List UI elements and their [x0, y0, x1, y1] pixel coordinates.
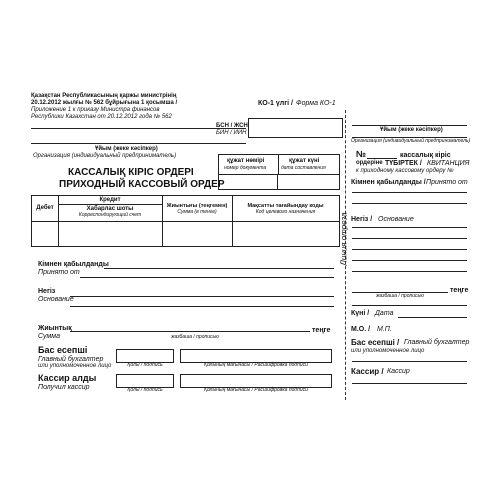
cell-purpose[interactable] — [233, 222, 339, 246]
sum-currency: теңге — [312, 327, 331, 334]
receipt-basis-line-2[interactable] — [352, 238, 467, 239]
receipt-chief-label-kz: Бас есепші / — [351, 338, 400, 347]
col-amount-kz: Жиынтығы (теңгемен) — [166, 203, 228, 209]
basis-line-2[interactable] — [70, 306, 334, 307]
bin-label-ru: БИН / ИИН — [216, 130, 247, 136]
chief-signature-field[interactable] — [116, 349, 174, 363]
sum-label-ru: Сумма — [38, 333, 60, 340]
receipt-cashier-label-kz: Кассир / — [351, 367, 384, 376]
bin-input[interactable] — [248, 118, 343, 138]
chief-label-kz: Бас есепші — [38, 345, 88, 355]
receipt-cashier-signature-line[interactable] — [352, 383, 467, 384]
approval-ru-line2: Республики Казахстан от 20.12.2012 года № 562 — [31, 114, 172, 120]
receipt-org-line-1[interactable] — [352, 125, 467, 126]
receipt-basis-line-4[interactable] — [352, 260, 467, 261]
receipt-title-ru-2: к приходному кассовому ордеру № — [356, 168, 454, 174]
doc-number-label-kz: құжат нөмірі — [227, 158, 265, 164]
receipt-basis-line-1[interactable] — [352, 227, 467, 228]
doc-number-input[interactable] — [218, 174, 279, 190]
sum-words-caption: жазбаша / прописью — [171, 334, 219, 340]
org-caption-kz: Ұйым (жеке кәсіпкер) — [95, 146, 158, 152]
org-line-1[interactable] — [31, 128, 246, 129]
basis-line-1[interactable] — [70, 296, 334, 297]
cashier-label-ru: Получил кассир — [38, 384, 90, 391]
received-line-1[interactable] — [104, 268, 334, 269]
receipt-number-line[interactable] — [367, 158, 397, 159]
receipt-title-ru-1: КВИТАНЦИЯ — [427, 160, 470, 167]
received-line-2[interactable] — [80, 277, 334, 278]
order-table — [31, 195, 340, 247]
title-kz: КАССАЛЫҚ КІРІС ОРДЕРІ — [68, 167, 194, 178]
org-line-2[interactable] — [31, 143, 246, 144]
cut-line-label: Линия отреза — [339, 212, 349, 266]
basis-label-ru: Основание — [38, 296, 74, 303]
sum-label-kz: Жиынтық — [38, 325, 72, 332]
receipt-title-kz-1: кассалық кіріс — [400, 152, 451, 159]
form-code-kz: КО-1 үлгі / — [258, 100, 293, 107]
col-purpose-kz: Мақсатты тағайындау коды — [247, 203, 324, 209]
receipt-stamp-label-ru: М.П. — [377, 326, 392, 333]
receipt-chief-signature-line[interactable] — [352, 361, 467, 362]
receipt-received-label-kz: Кімнен қабылданды / — [351, 179, 426, 186]
receipt-extra-line[interactable] — [352, 305, 467, 306]
cashier-decoding-caption: Қолының мағынасы / Расшифровка подписи — [204, 387, 308, 393]
doc-box-divider — [278, 155, 279, 175]
receipt-basis-line-3[interactable] — [352, 249, 467, 250]
receipt-currency: теңге — [450, 287, 469, 294]
doc-number-label-ru: номер документа — [224, 165, 267, 171]
receipt-received-line-1[interactable] — [352, 192, 467, 193]
col-corr-ru: Корреспондирующий счет — [78, 212, 142, 218]
form-code-ru: Форма КО-1 — [296, 100, 336, 107]
col-amount-ru: Сумма (в тенге) — [177, 209, 217, 215]
cell-amount[interactable] — [163, 222, 232, 246]
receipt-sum-line[interactable] — [352, 271, 467, 272]
approval-kz-line1: Қазақстан Республикасының қаржы министрінің — [31, 93, 177, 99]
approval-ru-line1: Приложение 1 к приказу Министра финансов — [31, 107, 160, 113]
receipt-chief-label-ru-2: или уполномоченное лицо — [351, 348, 425, 354]
chief-decoding-caption: Қолының мағынасы / Расшифровка подписи — [204, 362, 308, 368]
chief-label-ru-1: Главный бухгалтер — [38, 356, 104, 363]
receipt-cashier-label-ru: Кассир — [387, 368, 410, 375]
cashier-signature-caption: Қолы / подпись — [127, 387, 163, 393]
cashier-signature-field[interactable] — [116, 374, 174, 388]
receipt-date-label-kz: Күні / — [351, 310, 370, 317]
col-purpose-ru: Код целевого назначения — [255, 209, 316, 215]
chief-label-ru-2: или уполномоченное лицо — [38, 363, 112, 369]
receipt-sum-words-caption: жазбаша / прописью — [376, 293, 424, 299]
cell-debit[interactable] — [32, 222, 58, 246]
col-credit: Кредит — [99, 197, 121, 203]
cashier-decoding-field[interactable] — [180, 374, 332, 388]
receipt-org-caption-kz: Ұйым (жеке кәсіпкер) — [380, 127, 443, 133]
receipt-basis-label-ru: Основание — [378, 216, 414, 223]
sum-words-line[interactable] — [70, 331, 310, 332]
receipt-chief-label-ru-1: Главный бухгалтер — [404, 339, 470, 346]
receipt-basis-label-kz: Негіз / — [351, 216, 373, 223]
bin-label-kz: БСН / ЖСН — [216, 123, 248, 129]
doc-number-date-box — [218, 154, 340, 176]
approval-kz-line2: 20.12.2012 жылғы № 562 бұйрығына 1 қосымша / — [31, 100, 178, 106]
received-label-kz: Кімнен қабылданды — [38, 261, 109, 268]
doc-date-label-kz: құжат күні — [289, 158, 320, 164]
receipt-title-kz-2: ордеріне — [356, 160, 383, 166]
receipt-title-kz-3: ТҮБІРТЕК / — [385, 160, 422, 167]
cell-credit[interactable] — [59, 222, 162, 246]
receipt-date-label-ru: Дата — [375, 310, 394, 317]
receipt-received-label-ru: Принято от — [426, 179, 468, 186]
chief-signature-caption: Қолы / подпись — [127, 362, 163, 368]
receipt-received-line-2[interactable] — [352, 203, 467, 204]
receipt-date-line[interactable] — [398, 317, 467, 318]
cashier-label-kz: Кассир алды — [38, 373, 97, 383]
basis-label-kz: Негіз — [38, 288, 56, 295]
org-caption-ru: Организация (индивидуальный предприниматель) — [33, 153, 177, 159]
chief-decoding-field[interactable] — [180, 349, 332, 363]
title-ru: ПРИХОДНЫЙ КАССОВЫЙ ОРДЕР — [59, 179, 225, 190]
receipt-number-sign: № — [356, 149, 367, 159]
receipt-org-caption-ru: Организация (индивидуальный предприниматель) — [351, 138, 471, 144]
doc-date-label-ru: дата составления — [281, 165, 326, 171]
received-label-ru: Принято от — [38, 269, 80, 276]
receipt-stamp-label-kz: М.О. / — [351, 326, 371, 333]
col-corr-kz: Хабарлас шоты — [86, 206, 134, 212]
doc-date-input[interactable] — [277, 174, 340, 190]
col-debit: Дебет — [36, 205, 54, 211]
